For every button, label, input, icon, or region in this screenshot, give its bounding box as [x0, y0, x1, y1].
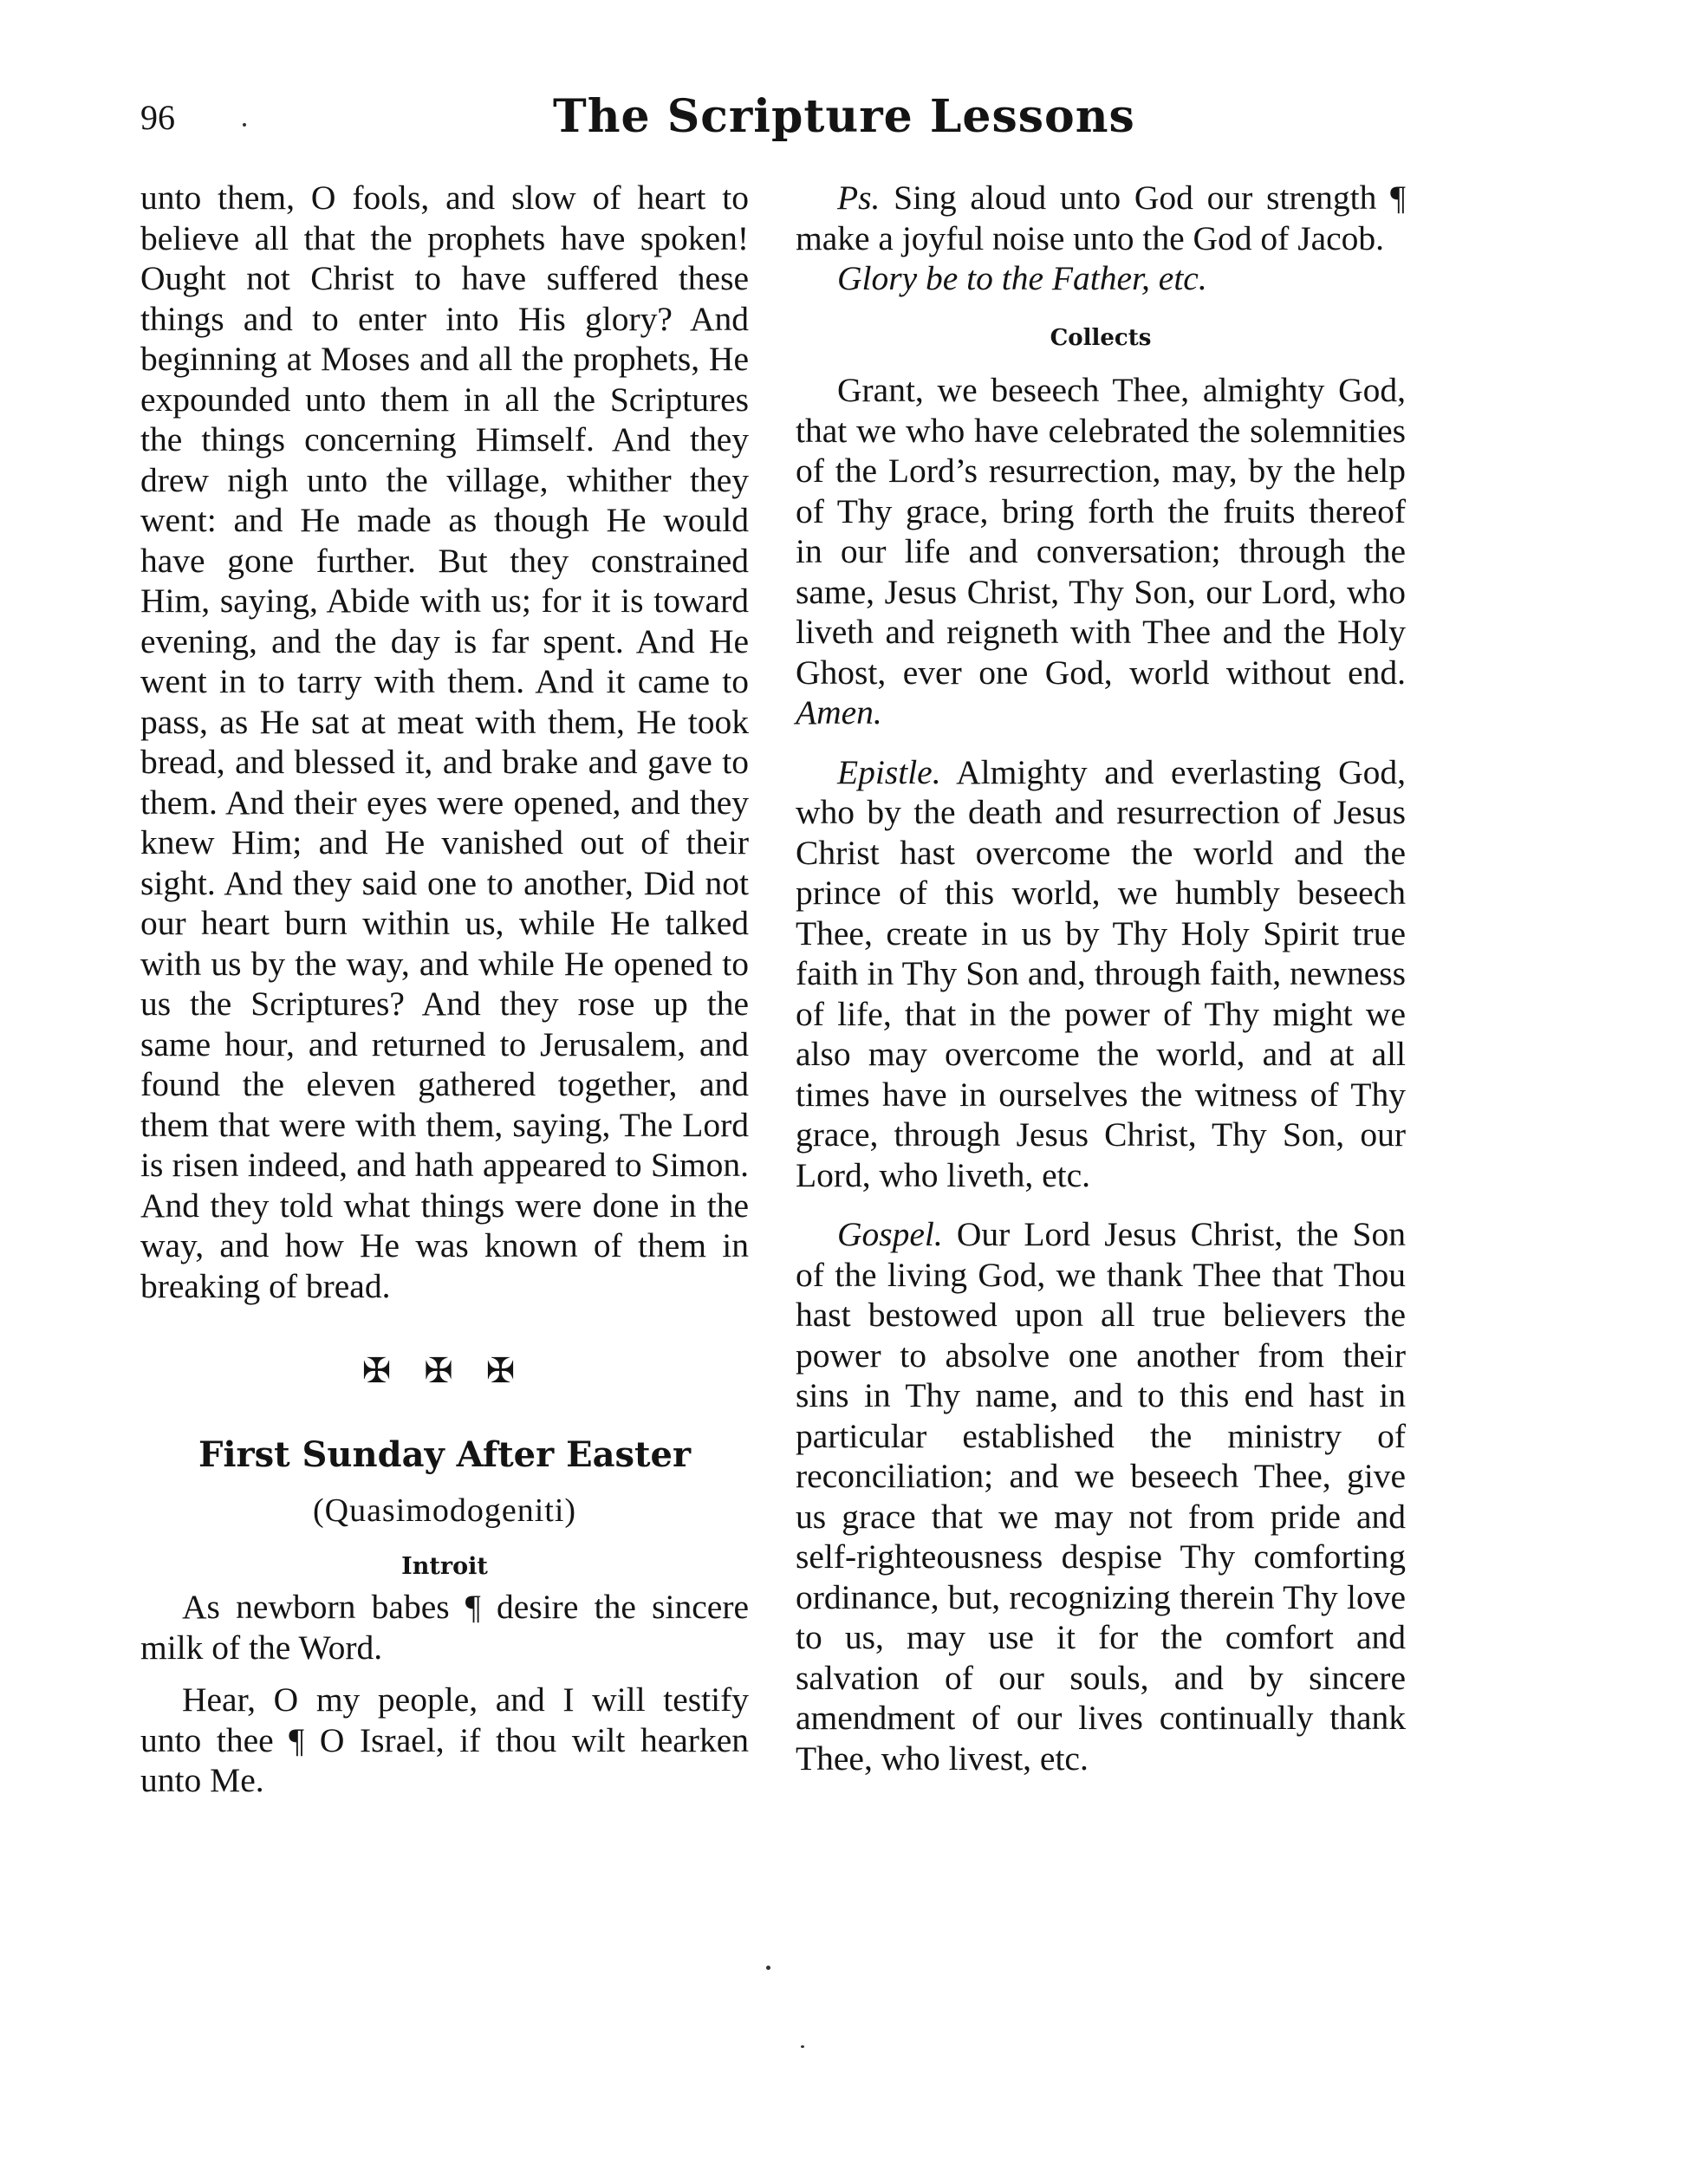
scan-speck [801, 2045, 804, 2048]
gospel-reading-continuation: unto them, O fools, and slow of heart to believe all that the prophets have spoken! Ought not Christ to have suffered these things and to enter into His glory? And beginning at Moses and all the prophets, He expounded unto them in all the Scriptures the things concerning Himself. And they drew nigh unto the village, whither they went: and He made as though He would have gone further. But they constrained Him, saying, Abide with us; for it is toward evening, and the day is far spent. And He went in to tarry with them. And it came to pass, as He sat at meat with them, He took bread, and blessed it, and brake and gave to them. And their eyes were opened, and they knew Him; and He vanished out of their sight. And they said one to another, Did not our heart burn within us, while He talked with us by the way, and while He opened to us the Scriptures? And they rose up the same hour, and returned to Jerusalem, and found the eleven gathered together, and them that were with them, saying, The Lord is risen indeed, and hath appeared to Simon. And they told what things were done in the way, and how He was known of them in breaking of bread. [140, 179, 749, 1305]
introit-verse: Hear, O my people, and I will testify unto thee ¶ O Israel, if thou wilt hearken unto Me. [140, 1680, 749, 1799]
epistle-prayer [796, 752, 1406, 1196]
gloria-patri [796, 258, 1406, 299]
epistle-label: Epistle. [837, 752, 941, 791]
collect-paragraph [796, 370, 1406, 733]
left-column [140, 178, 749, 1801]
psalm-text: Sing aloud unto God our strength ¶ make a joyful noise unto the God of Jacob. [796, 179, 1406, 257]
sunday-subtitle: (Quasimodogeniti) [312, 1492, 577, 1529]
section-divider-crosses: ✠ ✠ ✠ [361, 1351, 528, 1390]
introit-heading: Introit [401, 1552, 488, 1580]
collect-text: Grant, we beseech Thee, almighty God, that we who have celebrated the solemnities of the Lord’s resurrection, may, by the help of Thy grace, bring forth the fruits thereof in our life and conversation; through the same, Jesus Christ, Thy Son, our Lord, who liveth and reigneth with Thee and the Holy Ghost, ever one God, world without end. [796, 371, 1406, 692]
collects-heading: Collects [1050, 324, 1152, 351]
page-number: 96 [140, 98, 175, 137]
right-column [796, 178, 1406, 1778]
running-title: The Scripture Lessons [553, 90, 1135, 143]
scan-speck [243, 123, 246, 127]
gospel-prayer [796, 1214, 1406, 1778]
epistle-text: Almighty and everlasting God, who by the death and resurrection of Jesus Christ hast overcome the world and the prince of this world, we humbly beseech Thee, create in us by Thy Holy Spirit true faith in Thy Son and, through faith, newness of life, that in the power of Thy might we also may overcome the world, and at all times have in ourselves the witness of Thy grace, through Jesus Christ, Thy Son, our Lord, who liveth, etc. [796, 752, 1406, 1194]
psalm-label: Ps. [837, 179, 881, 217]
gospel-text: Our Lord Jesus Christ, the Son of the living God, we thank Thee that Thou hast bestowed upon all true believers the power to absolve one another from their sins in Thy name, and to this end hast in particular established the ministry of reconciliation; and we beseech Thee, give us grace that we may not from pride and self-righteousness despise Thy comforting ordinance, but, recognizing therein Thy love to us, may use it for the comfort and salvation of our souls, and by sincere amendment of our lives continually thank Thee, who livest, etc. [796, 1215, 1406, 1778]
introit-antiphon: As newborn babes ¶ desire the sincere milk of the Word. [140, 1588, 749, 1667]
collect-amen: Amen. [796, 693, 882, 731]
gospel-label: Gospel. [837, 1215, 943, 1253]
page-header [140, 90, 1407, 158]
sunday-title: First Sunday After Easter [198, 1433, 692, 1475]
scan-speck [766, 1966, 770, 1970]
gloria-text: Glory be to the Father, etc. [837, 259, 1207, 297]
psalm-verse [796, 178, 1406, 258]
